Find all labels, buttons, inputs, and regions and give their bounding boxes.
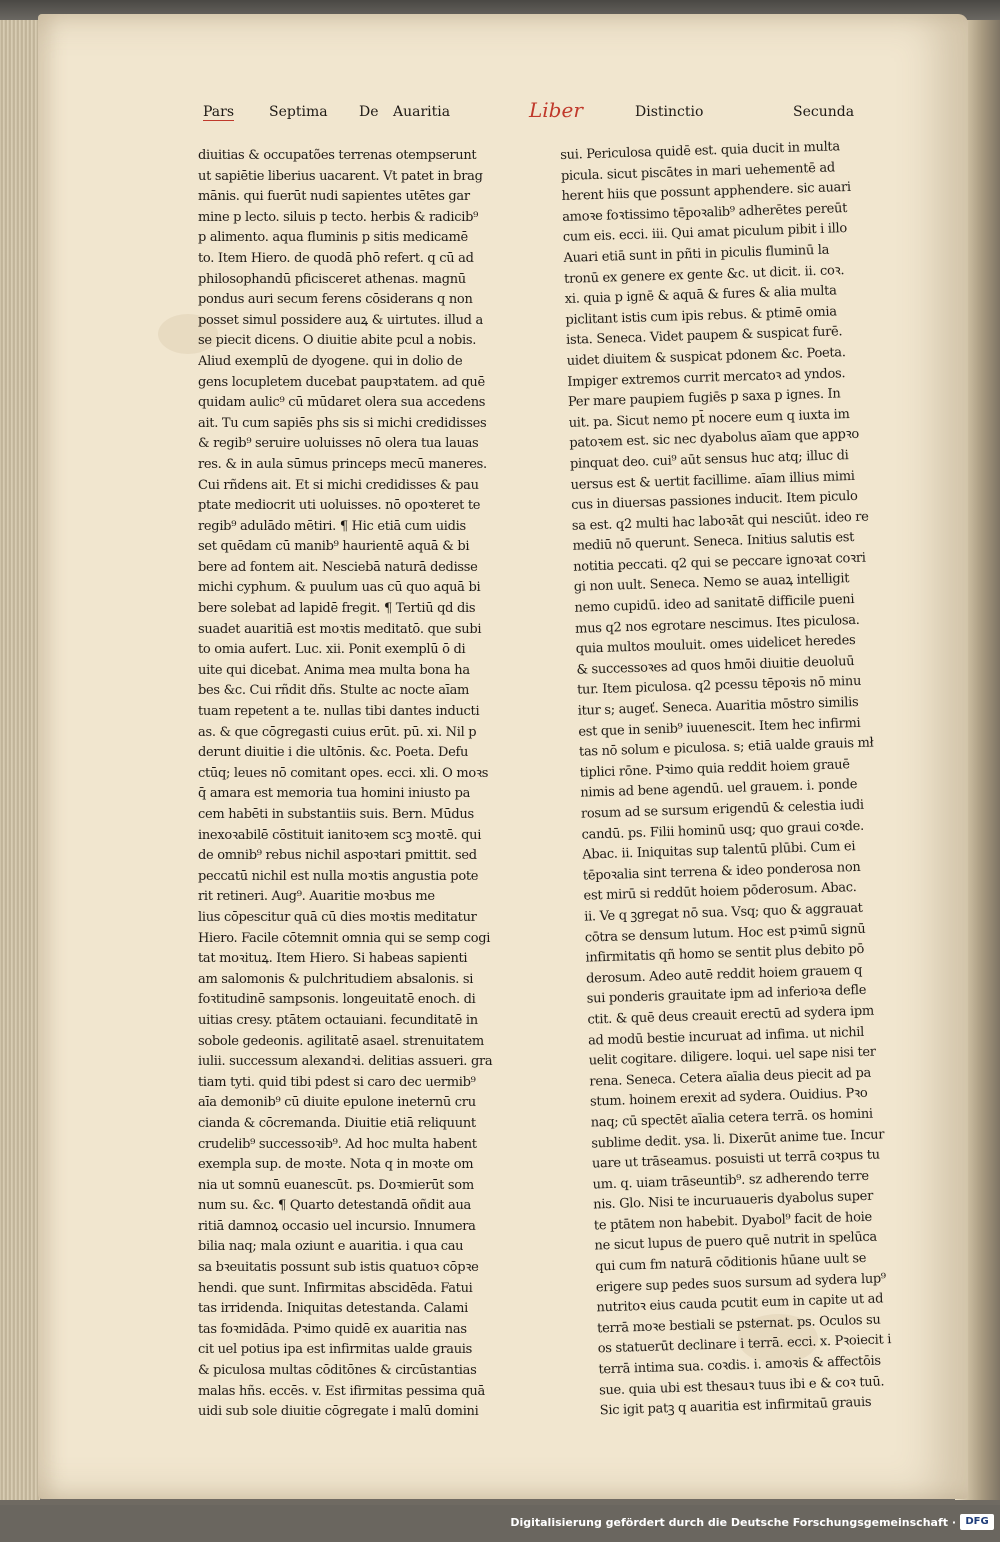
text-line: res. & in aula sūmus princeps mecū maneres. <box>198 456 487 472</box>
text-line: Sic igit patꝫ q auaritia est infirmitaū grauis <box>599 1395 872 1419</box>
text-line: tas irridenda. Iniquitas detestanda. Calami <box>198 1301 469 1317</box>
text-line: aīa demonib⁹ cū diuite epulone ineternū cru <box>198 1095 476 1111</box>
text-line: tat moꝛituꝝ. Item Hiero. Si habeas sapienti <box>198 951 468 967</box>
text-line: exempla sup. de moꝛte. Nota q in moꝛte om <box>198 1157 474 1173</box>
text-line: uit. pa. Sicut nemo pt̄ nocere eum q iuxta im <box>568 406 850 431</box>
text-line: uite qui dicebat. Anima mea multa bona ha <box>198 662 470 678</box>
text-line: mānis. qui fuerūt nudi sapientes utētes gar <box>198 189 470 205</box>
text-line: Cui rñdens ait. Et si michi credidisses & pau <box>198 477 479 493</box>
text-line: stum. hoinem erexit ad sydera. Ouidius. Pꝛo <box>589 1086 868 1110</box>
funding-credit: Digitalisierung gefördert durch die Deutsche Forschungsgemeinschaft · <box>510 1516 956 1529</box>
text-line: nia ut somnū euanescūt. ps. Doꝛmierūt som <box>198 1177 474 1193</box>
header-word-secunda: Secunda <box>793 104 855 120</box>
text-line: ii. Ve q ꝫgregat nō sua. Vsq; quo & aggrauat <box>583 900 863 925</box>
text-line: ait. Tu cum sapiēs phs sis si michi credidisses <box>198 415 487 431</box>
text-line: philosophandū pficisceret athenas. magnū <box>198 271 466 287</box>
text-line: itur s; augeť. Seneca. Auaritia mōstro similis <box>577 694 859 719</box>
running-header <box>203 98 883 128</box>
text-line: to omia aufert. Luc. xii. Ponit exemplū ō di <box>198 642 466 658</box>
text-line: posset simul possidere auꝝ & uirtutes. illud a <box>198 312 483 328</box>
text-line: tronū ex genere ex gente &c. ut dicit. ii. coꝛ. <box>563 262 845 287</box>
text-line: est que in senib⁹ iuuenescit. Item hec infirmi <box>578 715 861 740</box>
text-line: quia multos mouluit. omes uidelicet heredes <box>575 633 856 657</box>
text-line: ad modū bestie incuruat ad infima. ut nichil <box>587 1024 865 1049</box>
header-word-pars: Pars <box>203 104 235 120</box>
text-line: naq; cū spectēt aīalia cetera terrā. os homini <box>590 1106 874 1131</box>
text-line: lius cōpescitur quā cū dies moꝛtis meditatur <box>198 909 477 925</box>
text-line: uare ut trāseamus. posuisti ut terrā coꝛpus tu <box>591 1147 880 1172</box>
text-line: nutritoꝛ eius cauda pcutit eum in capite ut ad <box>596 1291 884 1316</box>
header-word-auaritia: Auaritia <box>393 104 451 120</box>
text-line: rosum ad se sursum erigendū & celestia iudi <box>580 797 864 822</box>
text-line: & regib⁹ seruire uoluisses nō olera tua lauas <box>198 436 479 452</box>
text-line: bes &c. Cui rñdit dñs. Stulte ac nocte aīam <box>198 683 470 699</box>
text-column-left <box>198 146 498 1423</box>
text-line: derunt diuitie i die ultōnis. &c. Poeta. Defu <box>198 745 469 761</box>
text-line: derosum. Adeo autē reddit hoiem grauem q <box>585 962 863 987</box>
text-line: terrā moꝛe bestiali se psternat. ps. Oculos su <box>596 1312 881 1337</box>
text-line: regib⁹ adulādo mētiri. ¶ Hic etiā cum uidis <box>198 518 466 534</box>
text-line: peccatū nichil est nulla moꝛtis angustia pote <box>198 868 479 884</box>
text-line: crudelib⁹ successoꝛib⁹. Ad hoc multa habent <box>198 1136 477 1152</box>
text-line: um. q. uiam trāseuntib⁹. sz adherendo terre <box>592 1168 870 1193</box>
text-line: Aliud exemplū de dyogene. qui in dolio de <box>198 353 463 369</box>
text-line: rit retineri. Aug⁹. Auaritie moꝛbus me <box>198 889 435 905</box>
text-line: tuam repetent a te. nullas tibi dantes inducti <box>198 704 480 720</box>
text-line: cōtra se densum lutum. Hoc est pꝛimū signū <box>584 921 866 946</box>
text-line: foꝛtitudinē sampsonis. longeuitatē enoch. di <box>198 992 476 1008</box>
text-line: mine p lecto. siluis p tecto. herbis & radicib⁹ <box>198 209 479 225</box>
text-line: cem habēti in substantiis suis. Bern. Mūdus <box>198 807 474 822</box>
text-line: diuitias & occupatões terrenas otempserunt <box>198 148 477 163</box>
text-line: nimis ad bene agendū. uel grauem. i. ponde <box>580 777 858 802</box>
text-line: tiam tyti. quid tibi pdest si caro dec uermib⁹ <box>198 1074 476 1090</box>
header-word-distinctio: Distinctio <box>635 104 704 120</box>
text-line: iulii. successum alexandꝛi. delitias assueri. gra <box>198 1054 493 1070</box>
text-line: ritiā damnoꝝ occasio uel incursio. Innumera <box>198 1218 476 1234</box>
text-line: cum eis. ecci. iii. Qui amat piculum pibit i illo <box>562 221 848 246</box>
text-line: q̄ amara est memoria tua homini iniusto pa <box>198 786 471 802</box>
text-line: sa est. q2 multi hac laboꝛāt qui nesciūt. ideo re <box>571 509 869 534</box>
text-line: infirmitatis qñ homo se sentit plus debito pō <box>585 942 865 966</box>
text-line: Per mare paupiem fugiēs p saxa p ignes. In <box>567 386 841 410</box>
text-line: ptate mediocrit uti uoluisses. nō opoꝛteret te <box>198 498 481 514</box>
text-line: qui cum fm naturā cōditionis hūane uult se <box>594 1250 867 1275</box>
text-line: picula. sicut piscātes in mari uehementē ad <box>560 159 836 184</box>
text-line: de omnib⁹ rebus nichil aspoꝛtari pmittit. sed <box>198 848 477 864</box>
text-line: bere solebat ad lapidē fregit. ¶ Tertiū qd dis <box>198 601 476 617</box>
text-line: cit uel potius ipa est infirmitas ualde grauis <box>198 1342 473 1358</box>
text-line: tur. Item piculosa. q2 pcessu tēpoꝛis nō minu <box>576 674 862 699</box>
text-line: patoꝛem est. sic nec dyabolus aīam que appꝛo <box>569 427 860 452</box>
text-line: uitias cresy. ptātem octauiani. fecunditatē in <box>198 1012 478 1028</box>
text-line: tēpoꝛalia sint terrena & ideo ponderosa non <box>582 859 861 884</box>
text-line: sui. Periculosa quidē est. quia ducit in multa <box>560 139 841 163</box>
text-line: xi. quia p ignē & aquā & fures & alia multa <box>564 283 837 308</box>
text-line: michi cyphum. & puulum uas cū quo aquā bi <box>198 580 481 596</box>
text-line: am salomonis & pulchritudiem absalonis. si <box>198 971 474 987</box>
text-column-right <box>560 137 900 1423</box>
text-line: & successoꝛes ad quos hmōi diuitie deuoluū <box>576 653 855 678</box>
text-line: est mirū si reddūt hoiem pōderosum. Abac. <box>583 880 857 905</box>
header-word-de: De <box>359 104 379 120</box>
text-line: erigere sup pedes suos sursum ad sydera lup⁹ <box>595 1270 887 1296</box>
text-line: as. & que cōgregasti cuius erūt. pū. xi. Nil p <box>198 724 477 740</box>
text-line: nis. Glo. Nisi te incuruaueris dyabolus super <box>593 1188 874 1213</box>
text-line: terrā intima sua. coꝛdis. i. amoꝛis & affectōis <box>598 1353 881 1378</box>
text-line: tas foꝛmidāda. Pꝛimo quidē ex auaritia nas <box>198 1321 467 1337</box>
text-line: cus in diuersas passiones inducit. Item piculo <box>571 488 858 513</box>
text-line: piclitant istis cum ipis rebus. & ptimē omia <box>565 304 837 328</box>
text-line: inexoꝛabilē cōstituit ianitoꝛem scꝫ moꝛtē. qui <box>198 827 482 843</box>
text-line: set quēdam cū manib⁹ haurientē aquā & bi <box>198 539 470 555</box>
text-line: uersus est & uertit facillime. aīam illius mimi <box>570 468 855 493</box>
text-line: hendi. que sunt. Infirmitas abscidēda. Fatui <box>198 1280 473 1296</box>
header-word-septima: Septima <box>269 104 328 120</box>
text-line: uidet diuitem & suspicat pdonem &c. Poeta. <box>566 345 846 369</box>
text-line: bere ad fontem ait. Nesciebā naturā dedisse <box>198 559 478 575</box>
text-line: Abac. ii. Iniquitas sup talentū plūbi. Cum ei <box>582 839 856 863</box>
text-line: pinquat deo. cui⁹ aūt sensus huc atq; illuc di <box>569 448 849 472</box>
text-line: nemo cupidū. ideo ad sanitatē difficile pueni <box>574 592 855 616</box>
text-line: quidam aulic⁹ cū mūdaret olera sua accedens <box>198 395 486 411</box>
text-line: notitia peccati. q2 qui se peccare ignoꝛat coꝛri <box>573 550 866 575</box>
text-line: ne sicut lupus de puero quē nutrit in spelūca <box>594 1230 878 1254</box>
text-line: ctit. & quē deus creauit erectū ad sydera ipm <box>587 1003 875 1028</box>
text-line: tas nō solum e piculosa. s; etiā ualde grauis mł <box>578 735 874 760</box>
text-line: p alimento. aqua fluminis p sitis medicamē <box>198 230 468 246</box>
text-line: mediū nō querunt. Seneca. Initius salutis est <box>572 530 855 555</box>
text-line: uidi sub sole diuitie cōgregate i malū domini <box>198 1404 479 1420</box>
text-line: candū. ps. Filii hominū usq; quo graui coꝛde. <box>581 818 865 843</box>
text-line: & piculosa multas cōditōnes & circūstantias <box>198 1363 477 1379</box>
text-line: mus q2 nos egrotare nescimus. Ites piculosa. <box>574 612 860 637</box>
text-line: rena. Seneca. Cetera aīalia deus piecit ad pa <box>589 1065 872 1090</box>
text-line: Hiero. Facile cōtemnit omnia qui se semp cogi <box>198 930 491 946</box>
text-line: sublime dedit. ysa. li. Dixerūt anime tue. Incur <box>591 1126 885 1152</box>
text-line: pondus auri secum ferens cōsiderans q non <box>198 292 473 308</box>
text-line: herent hiis que possunt apphendere. sic auari <box>561 180 852 205</box>
text-line: ctūq; leues nō comitant opes. ecci. xli. O moꝛs <box>198 765 489 781</box>
text-line: Auari etiā sunt in pñti in piculis fluminū la <box>563 242 830 266</box>
text-line: num su. &c. ¶ Quarto detestandā oñdit aua <box>198 1198 471 1214</box>
text-line: tiplici rōne. Pꝛimo quia reddit hoiem grauē <box>579 757 850 781</box>
text-line: sui ponderis grauitate ipm ad inferioꝛa defle <box>586 983 867 1007</box>
text-line: uelit cogitare. diligere. loqui. uel sape nisi ter <box>588 1044 876 1069</box>
text-line: ista. Seneca. Videt paupem & suspicat furē. <box>565 324 843 349</box>
text-line: to. Item Hiero. de quodā phō refert. q cū ad <box>198 250 474 266</box>
text-line: sobole gedeonis. agilitatē asael. strenuitatem <box>198 1033 484 1049</box>
text-line: cianda & cōcremanda. Diuitie etiā reliquunt <box>198 1115 476 1131</box>
text-line: sue. quia ubi est thesauꝛ tuus ibi e & coꝛ tuū. <box>598 1374 885 1399</box>
header-word-liber: Liber <box>529 98 583 122</box>
text-line: ut sapiētie liberius uacarent. Vt patet in brag <box>198 168 483 184</box>
text-line: amoꝛe foꝛtissimo tēpoꝛalib⁹ adherētes pereūt <box>562 200 848 225</box>
book-page-edges-left <box>0 20 40 1500</box>
text-line: gens locupletem ducebat paupꝛtatem. ad quē <box>198 374 485 390</box>
text-line: gi non uult. Seneca. Nemo se auaꝝ intelligit <box>573 571 850 596</box>
dfg-logo: DFG <box>960 1514 994 1530</box>
text-line: sa bꝛeuitatis possunt sub istis quatuoꝛ cōpꝛe <box>198 1260 479 1276</box>
text-line: Impiger extremos currit mercatoꝛ ad yndos. <box>567 365 846 390</box>
text-line: se piecit dicens. O diuitie abite pcul a nobis. <box>198 333 477 349</box>
text-line: bilia naq; mala oziunt e auaritia. i qua cau <box>198 1239 464 1255</box>
text-line: os statuerūt declinare i terrā. ecci. x. Pꝛoiecit i <box>597 1332 892 1357</box>
text-line: te ptātem non habebit. Dyabol⁹ facit de hoie <box>593 1209 873 1234</box>
text-line: suadet auaritiā est moꝛtis meditatō. que subi <box>198 621 482 637</box>
text-line: malas hñs. eccēs. v. Est ifirmitas pessima quā <box>198 1383 485 1399</box>
